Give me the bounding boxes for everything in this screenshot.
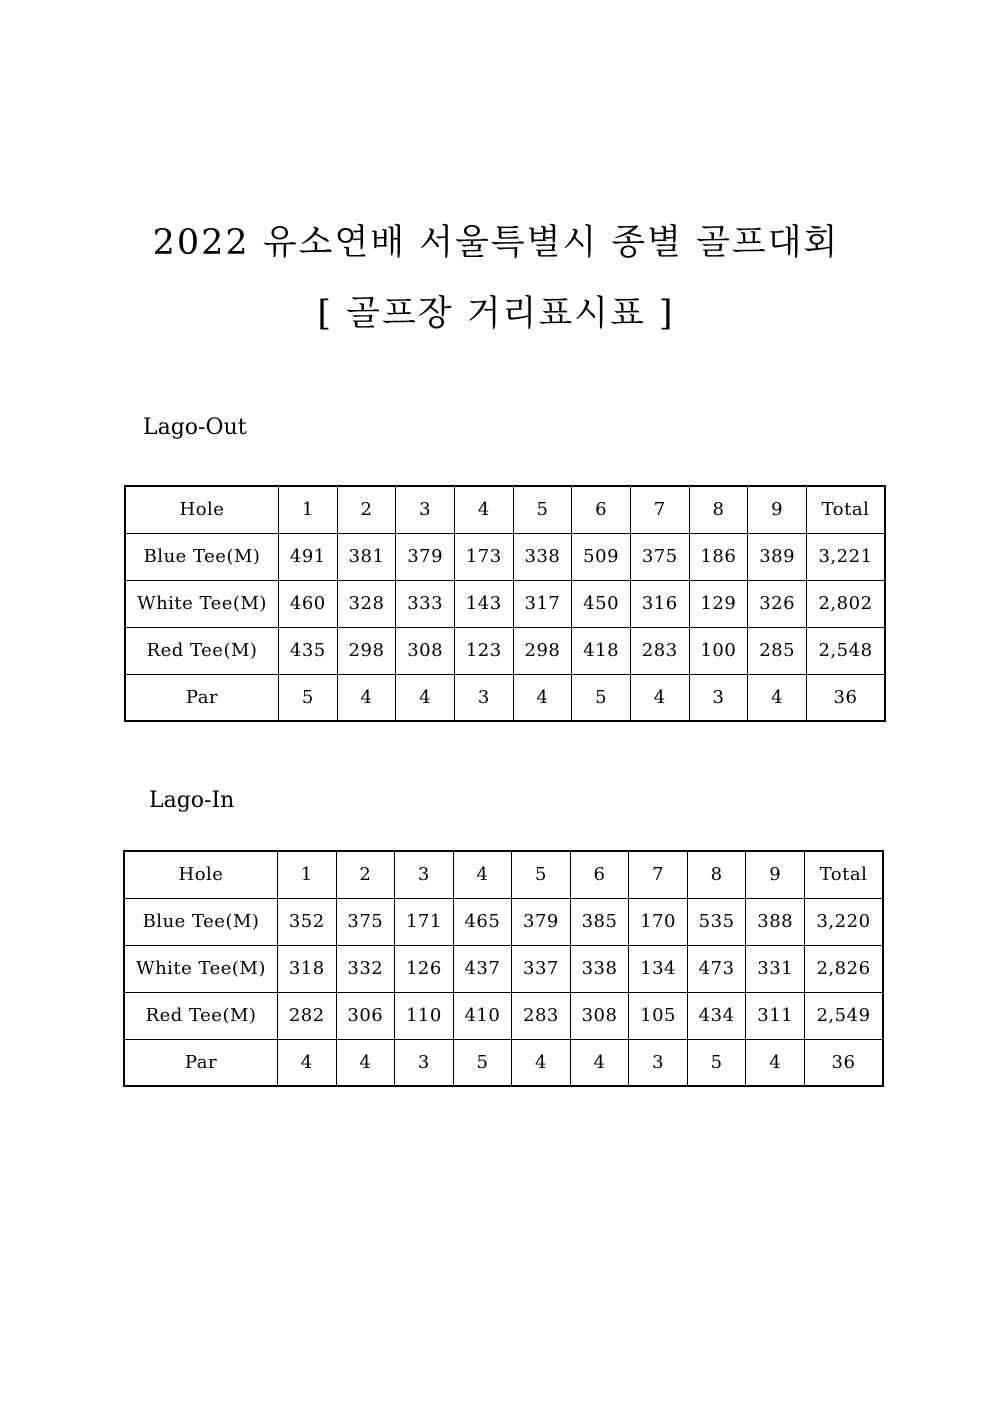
row-label-cell: White Tee(M): [124, 945, 278, 992]
table-cell: 435: [279, 627, 338, 674]
table-cell: 4: [396, 674, 455, 721]
table-cell: 379: [396, 533, 455, 580]
table-cell: 317: [513, 580, 572, 627]
section-label-lago-in: Lago-In: [149, 788, 235, 813]
table-cell: 170: [629, 898, 688, 945]
table-header-cell: 6: [570, 851, 629, 898]
table-row: [124, 898, 883, 945]
table-cell: 379: [512, 898, 571, 945]
table-row: [125, 627, 885, 674]
table-cell: 129: [689, 580, 748, 627]
table-header-row: [125, 486, 885, 533]
table-cell: 110: [395, 992, 454, 1039]
table-header-cell: 7: [629, 851, 688, 898]
table-cell: 282: [278, 992, 337, 1039]
table-cell: 36: [805, 1039, 884, 1086]
table-cell: 491: [279, 533, 338, 580]
table-cell: 331: [746, 945, 805, 992]
table-cell: 337: [512, 945, 571, 992]
table-row: [125, 580, 885, 627]
table-cell: 4: [278, 1039, 337, 1086]
table-header-cell: Total: [805, 851, 884, 898]
table-cell: 418: [572, 627, 631, 674]
table-cell: 123: [454, 627, 513, 674]
table-cell: 352: [278, 898, 337, 945]
table-cell: 4: [513, 674, 572, 721]
table-header-cell: 3: [396, 486, 455, 533]
table-header-cell: 4: [453, 851, 512, 898]
row-label-cell: Red Tee(M): [125, 627, 279, 674]
row-label-cell: White Tee(M): [125, 580, 279, 627]
document-subtitle: [ 골프장 거리표시표 ]: [317, 294, 675, 334]
table-cell: 410: [453, 992, 512, 1039]
table-cell: 186: [689, 533, 748, 580]
table-cell: 308: [570, 992, 629, 1039]
table-cell: 2,802: [807, 580, 886, 627]
table-cell: 4: [630, 674, 689, 721]
table-cell: 171: [395, 898, 454, 945]
table-cell: 2,826: [805, 945, 884, 992]
table-cell: 126: [395, 945, 454, 992]
table-cell: 437: [453, 945, 512, 992]
table-cell: 5: [687, 1039, 746, 1086]
table-cell: 4: [570, 1039, 629, 1086]
table-header-cell: 2: [336, 851, 395, 898]
table-cell: 450: [572, 580, 631, 627]
table-header-cell: 6: [572, 486, 631, 533]
table-header-cell: 9: [748, 486, 807, 533]
row-label-cell: Par: [125, 674, 279, 721]
row-label-cell: Red Tee(M): [124, 992, 278, 1039]
table-cell: 283: [630, 627, 689, 674]
table-header-cell: 5: [513, 486, 572, 533]
table-header-cell: 8: [689, 486, 748, 533]
table-header-cell: 7: [630, 486, 689, 533]
table-header-cell: Hole: [124, 851, 278, 898]
table-cell: 388: [746, 898, 805, 945]
table-cell: 4: [336, 1039, 395, 1086]
table-cell: 316: [630, 580, 689, 627]
table-cell: 143: [454, 580, 513, 627]
table-cell: 306: [336, 992, 395, 1039]
table-cell: 465: [453, 898, 512, 945]
table-cell: 375: [336, 898, 395, 945]
table-cell: 338: [570, 945, 629, 992]
table-header-cell: 5: [512, 851, 571, 898]
table-cell: 4: [512, 1039, 571, 1086]
table-header-cell: 4: [454, 486, 513, 533]
document-title: 2022 유소연배 서울특별시 종별 골프대회: [152, 223, 840, 263]
table-cell: 308: [396, 627, 455, 674]
table-cell: 285: [748, 627, 807, 674]
table-cell: 3,221: [807, 533, 886, 580]
table-header-cell: Hole: [125, 486, 279, 533]
table-cell: 283: [512, 992, 571, 1039]
table-row: [124, 992, 883, 1039]
table-cell: 375: [630, 533, 689, 580]
distance-table-lago-out: [124, 485, 886, 722]
table-header-cell: 1: [279, 486, 338, 533]
table-row: [124, 945, 883, 992]
table-cell: 460: [279, 580, 338, 627]
table-cell: 173: [454, 533, 513, 580]
table-cell: 3,220: [805, 898, 884, 945]
distance-table-lago-in: [123, 850, 884, 1087]
table-cell: 473: [687, 945, 746, 992]
table-cell: 36: [807, 674, 886, 721]
table-cell: 5: [453, 1039, 512, 1086]
table-cell: 3: [454, 674, 513, 721]
table-cell: 338: [513, 533, 572, 580]
table-row: [124, 1039, 883, 1086]
table-cell: 2,549: [805, 992, 884, 1039]
table-cell: 535: [687, 898, 746, 945]
table-cell: 4: [748, 674, 807, 721]
table-header-cell: 8: [687, 851, 746, 898]
table-header-cell: Total: [807, 486, 886, 533]
table-cell: 4: [746, 1039, 805, 1086]
table-cell: 3: [689, 674, 748, 721]
table-cell: 3: [395, 1039, 454, 1086]
table-row: [125, 674, 885, 721]
table-cell: 5: [572, 674, 631, 721]
table-header-cell: 2: [337, 486, 396, 533]
table-cell: 4: [337, 674, 396, 721]
table-cell: 509: [572, 533, 631, 580]
row-label-cell: Blue Tee(M): [124, 898, 278, 945]
table-cell: 298: [337, 627, 396, 674]
table-header-row: [124, 851, 883, 898]
table-header-cell: 9: [746, 851, 805, 898]
table-cell: 100: [689, 627, 748, 674]
table-cell: 318: [278, 945, 337, 992]
table-cell: 328: [337, 580, 396, 627]
table-cell: 385: [570, 898, 629, 945]
section-label-lago-out: Lago-Out: [143, 415, 247, 440]
table-cell: 332: [336, 945, 395, 992]
table-cell: 326: [748, 580, 807, 627]
table-cell: 134: [629, 945, 688, 992]
table-cell: 105: [629, 992, 688, 1039]
table-cell: 2,548: [807, 627, 886, 674]
table-cell: 333: [396, 580, 455, 627]
row-label-cell: Blue Tee(M): [125, 533, 279, 580]
table-header-cell: 3: [395, 851, 454, 898]
table-cell: 3: [629, 1039, 688, 1086]
table-cell: 311: [746, 992, 805, 1039]
table-header-cell: 1: [278, 851, 337, 898]
table-cell: 381: [337, 533, 396, 580]
table-cell: 5: [279, 674, 338, 721]
row-label-cell: Par: [124, 1039, 278, 1086]
table-row: [125, 533, 885, 580]
table-cell: 434: [687, 992, 746, 1039]
table-cell: 298: [513, 627, 572, 674]
table-cell: 389: [748, 533, 807, 580]
